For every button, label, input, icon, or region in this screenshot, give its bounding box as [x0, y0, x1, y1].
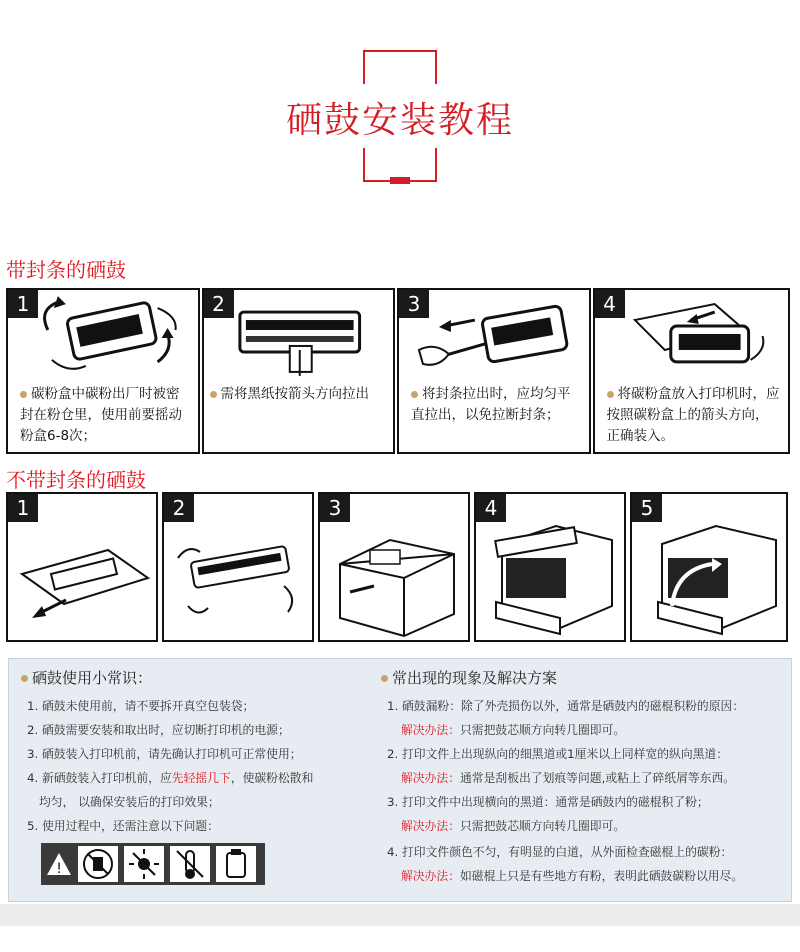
sealed-step-3	[397, 288, 591, 454]
problem-solution: 解决办法：通常是刮板出了划痕等问题,或粘上了碎纸屑等东西。	[401, 771, 736, 785]
bullet-icon	[210, 391, 217, 398]
step-number: 2	[204, 290, 234, 318]
step-text: 将碳粉盒放入打印机时，应按照碳粉盒上的箭头方向，正确装入。	[606, 386, 780, 444]
tips-left-title: 硒鼓使用小常识：	[21, 667, 152, 688]
warning-icon	[45, 849, 73, 879]
title-bracket-top	[363, 50, 437, 84]
bullet-icon	[20, 391, 27, 398]
sealed-step-2	[202, 288, 396, 454]
unsealed-step-1	[6, 492, 158, 642]
step-number: 2	[164, 494, 194, 522]
step-number: 3	[320, 494, 350, 522]
unsealed-step-3	[318, 492, 470, 642]
svg-text:!: !	[56, 861, 62, 877]
step-text: 将封条拉出时，应均匀平直拉出，以免拉断封条；	[411, 386, 571, 423]
bullet-icon	[607, 391, 614, 398]
tip-item: 3. 硒鼓装入打印机前，请先确认打印机可正常使用；	[27, 747, 302, 761]
step-number: 4	[476, 494, 506, 522]
unsealed-step-2	[162, 492, 314, 642]
no-sunlight-icon	[123, 845, 165, 883]
problem-solution: 解决办法：如磁棍上只是有些地方有粉，表明此硒鼓碳粉以用尽。	[401, 869, 744, 883]
section-title-sealed: 带封条的硒鼓	[6, 258, 126, 282]
unsealed-steps	[6, 492, 792, 642]
sealed-step-1	[6, 288, 200, 454]
problem-solution: 解决办法：只需把鼓芯顺方向转几圈即可。	[401, 819, 626, 833]
step-number: 5	[632, 494, 662, 522]
page-title: 硒鼓安装教程	[285, 100, 514, 141]
tips-panel	[8, 658, 792, 902]
sealed-steps	[6, 288, 790, 454]
unsealed-step-5	[630, 492, 788, 642]
no-touch-icon	[77, 845, 119, 883]
unsealed-step-4	[474, 492, 626, 642]
bullet-icon	[21, 675, 28, 682]
footer-bar	[0, 904, 800, 926]
bullet-icon	[381, 675, 388, 682]
sealed-step-4	[593, 288, 790, 454]
step-number: 1	[8, 290, 38, 318]
section-title-unsealed: 不带封条的硒鼓	[6, 468, 146, 492]
tip-item-4-cont: 均匀， 以确保安装后的打印效果；	[39, 795, 220, 809]
tip-item: 1. 硒鼓未使用前，请不要拆开真空包装袋；	[27, 699, 255, 713]
step-text: 碳粉盒中碳粉出厂时被密封在粉仓里，使用前要摇动粉盒6-8次；	[20, 386, 182, 444]
problem-question: 2. 打印文件上出现纵向的细黑道或1厘米以上同样宽的纵向黑道：	[387, 747, 729, 761]
no-heat-icon	[169, 845, 211, 883]
tip-item: 5. 使用过程中，还需注意以下问题：	[27, 819, 219, 833]
warning-icon-strip	[41, 843, 265, 885]
problem-question: 1. 硒鼓漏粉：除了外壳损伤以外，通常是硒鼓内的磁棍积粉的原因：	[387, 699, 745, 713]
bullet-icon	[411, 391, 418, 398]
tip-item-4: 4. 新硒鼓装入打印机前，应先轻摇几下，使碳粉松散和	[27, 771, 314, 785]
problem-question: 4. 打印文件颜色不匀，有明显的白道，从外面检查磁棍上的碳粉：	[387, 845, 733, 859]
step-number: 4	[595, 290, 625, 318]
step-number: 1	[8, 494, 38, 522]
tips-right-title: 常出现的现象及解决方案	[381, 667, 557, 688]
step-number: 3	[399, 290, 429, 318]
problem-solution: 解决办法：只需把鼓芯顺方向转几圈即可。	[401, 723, 626, 737]
tip-item: 2. 硒鼓需要安装和取出时，应切断打印机的电源；	[27, 723, 290, 737]
step-text: 需将黑纸按箭头方向拉出	[210, 384, 386, 405]
problem-question: 3. 打印文件中出现横向的黑道：通常是硒鼓内的磁棍积了粉；	[387, 795, 709, 809]
title-bracket-mark	[390, 177, 410, 184]
no-shake-upright-icon	[215, 845, 257, 883]
